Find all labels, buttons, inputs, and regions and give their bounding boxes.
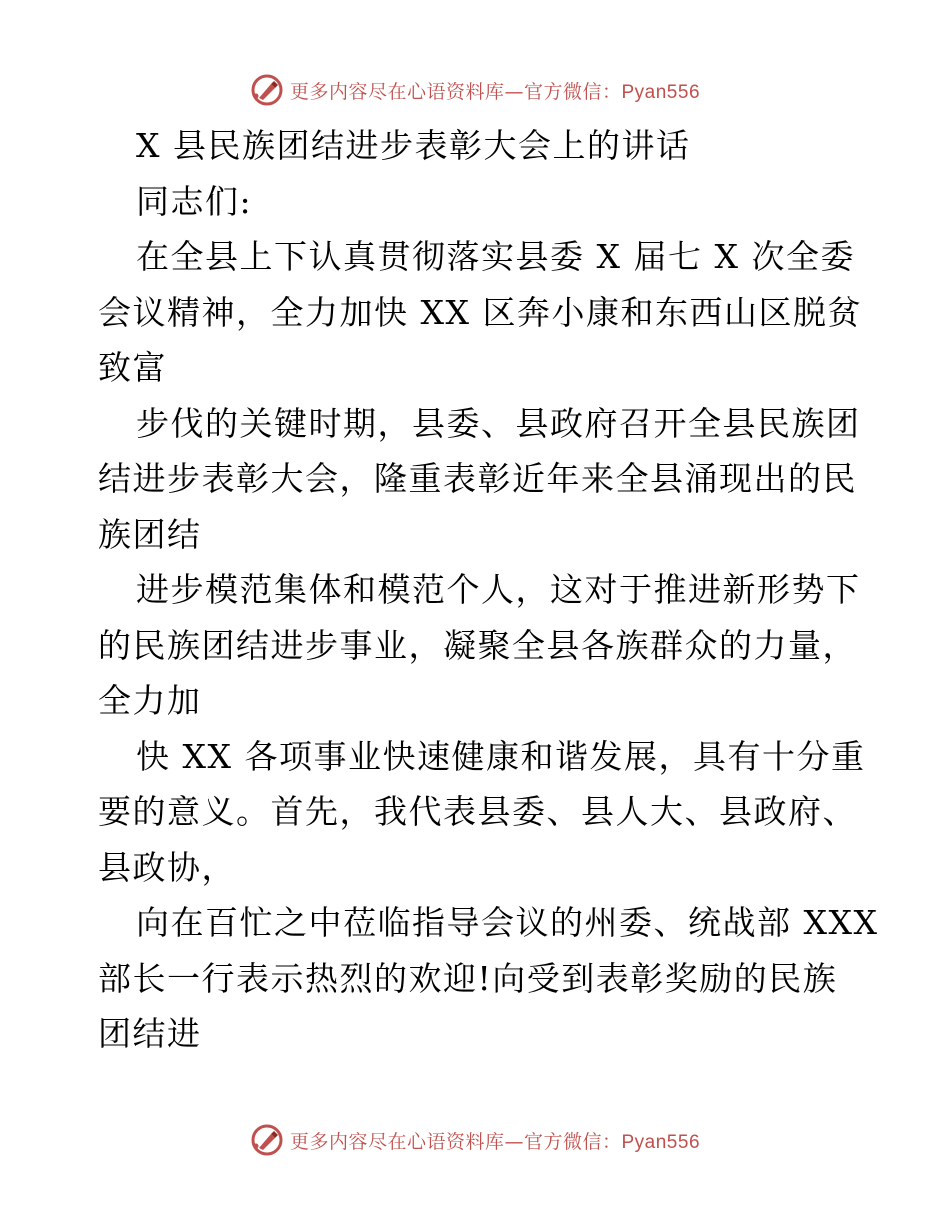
wechat-id: Pyan556 bbox=[621, 1131, 701, 1153]
pen-logo-icon bbox=[250, 73, 284, 107]
text-line: 的民族团结进步事业，凝聚全县各族群众的力量， bbox=[98, 625, 857, 665]
pen-logo-icon bbox=[250, 1123, 284, 1157]
text-line: 快 XX 各项事业快速健康和谐发展，具有十分重 bbox=[136, 736, 866, 776]
text-line: 会议精神，全力加快 XX 区奔小康和东西山区脱贫 bbox=[98, 292, 862, 332]
document-body bbox=[98, 122, 879, 1066]
header-watermark bbox=[0, 70, 950, 110]
text-line: 致富 bbox=[98, 348, 167, 387]
text-line: 团结进 bbox=[98, 1014, 202, 1053]
watermark-text: 更多内容尽在心语资料库—官方微信：Pyan556 bbox=[289, 1130, 701, 1153]
text-line: 在全县上下认真贯彻落实县委 X 届七 X 次全委 bbox=[136, 237, 855, 276]
text-line: 要的意义。首先，我代表县委、县人大、县政府、 bbox=[98, 792, 857, 831]
footer-watermark bbox=[0, 1120, 950, 1160]
salutation: 同志们: bbox=[136, 181, 253, 221]
document-title: X 县民族团结进步表彰大会上的讲话 bbox=[136, 126, 691, 165]
text-line: 全力加 bbox=[98, 681, 202, 720]
watermark-text: 更多内容尽在心语资料库—官方微信：Pyan556 bbox=[289, 80, 701, 103]
text-line: 进步模范集体和模范个人，这对于推进新形势下 bbox=[136, 570, 861, 609]
text-line: 步伐的关键时期，县委、县政府召开全县民族团 bbox=[136, 403, 861, 443]
text-line: 县政协， bbox=[98, 847, 236, 887]
text-line: 结进步表彰大会，隆重表彰近年来全县涌现出的民 bbox=[98, 459, 857, 498]
wechat-id: Pyan556 bbox=[621, 81, 701, 103]
text-line: 族团结 bbox=[98, 514, 202, 554]
text-line: 向在百忙之中莅临指导会议的州委、统战部 XXX bbox=[136, 903, 879, 942]
text-line: 部长一行表示热烈的欢迎!向受到表彰奖励的民族 bbox=[98, 958, 838, 998]
